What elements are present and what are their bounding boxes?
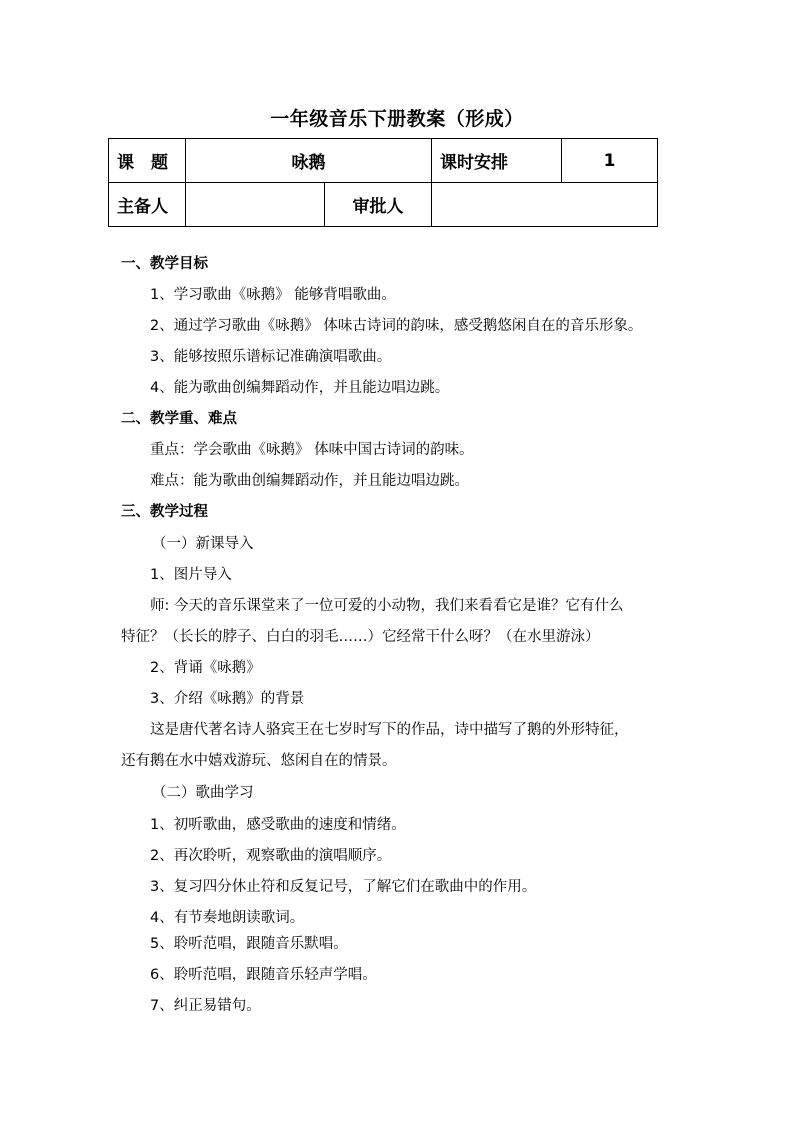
song-study-item: 5、聆听范唱，跟随音乐默唱。 — [150, 936, 348, 952]
key-point-item: 重点：学会歌曲《咏鹅》 体味中国古诗词的韵味。 — [150, 442, 474, 458]
process-item: 1、图片导入 — [150, 567, 232, 583]
schedule-value: 1 — [562, 139, 658, 183]
goal-item: 2、通过学习歌曲《咏鹅》 体味古诗词的韵味，感受鹅悠闲自在的音乐形象。 — [150, 318, 643, 334]
section-heading-key-points: 二、教学重、难点 — [121, 411, 237, 427]
song-study-item: 4、有节奏地朗读歌词。 — [150, 910, 305, 926]
subsection-heading-song-study: （二）歌曲学习 — [152, 785, 254, 801]
song-study-item: 2、再次聆听，观察歌曲的演唱顺序。 — [150, 848, 392, 864]
goal-item: 1、学习歌曲《咏鹅》 能够背唱歌曲。 — [150, 287, 396, 303]
dialog-line: 特征？（长长的脖子、白白的羽毛……）它经常干什么呀？（在水里游泳） — [121, 629, 600, 645]
info-row-staff — [109, 183, 658, 227]
section-heading-process: 三、教学过程 — [121, 504, 208, 520]
song-study-item: 1、初听歌曲，感受歌曲的速度和情绪。 — [150, 817, 406, 833]
goal-item: 4、能为歌曲创编舞蹈动作，并且能边唱边跳。 — [150, 380, 450, 396]
process-item: 2、背诵《咏鹅》 — [150, 660, 261, 676]
info-row-topic — [109, 139, 658, 183]
preparer-label: 主备人 — [109, 183, 186, 227]
schedule-label: 课时安排 — [432, 139, 562, 183]
process-item: 3、介绍《咏鹅》的背景 — [150, 691, 305, 707]
approver-value — [432, 183, 658, 227]
approver-label: 审批人 — [325, 183, 432, 227]
goal-item: 3、能够按照乐谱标记准确演唱歌曲。 — [150, 349, 392, 365]
song-study-item: 3、复习四分休止符和反复记号，了解它们在歌曲中的作用。 — [150, 879, 537, 895]
subsection-heading-intro: （一）新课导入 — [152, 536, 254, 552]
background-line: 还有鹅在水中嬉戏游玩、悠闲自在的情景。 — [121, 753, 397, 769]
topic-value: 咏鹅 — [186, 139, 432, 183]
document-title: 一年级音乐下册教案（形成） — [270, 108, 524, 130]
preparer-value — [186, 183, 325, 227]
background-line: 这是唐代著名诗人骆宾王在七岁时写下的作品，诗中描写了鹅的外形特征， — [150, 722, 629, 738]
section-heading-goals: 一、教学目标 — [121, 256, 208, 272]
key-point-item: 难点：能为歌曲创编舞蹈动作，并且能边唱边跳。 — [150, 473, 469, 489]
topic-label: 课 题 — [109, 139, 186, 183]
lesson-info-table — [108, 138, 658, 227]
song-study-item: 7、纠正易错句。 — [150, 998, 261, 1014]
song-study-item: 6、聆听范唱，跟随音乐轻声学唱。 — [150, 967, 377, 983]
dialog-line: 师: 今天的音乐课堂来了一位可爱的小动物，我们来看看它是谁？它有什么 — [150, 598, 624, 614]
